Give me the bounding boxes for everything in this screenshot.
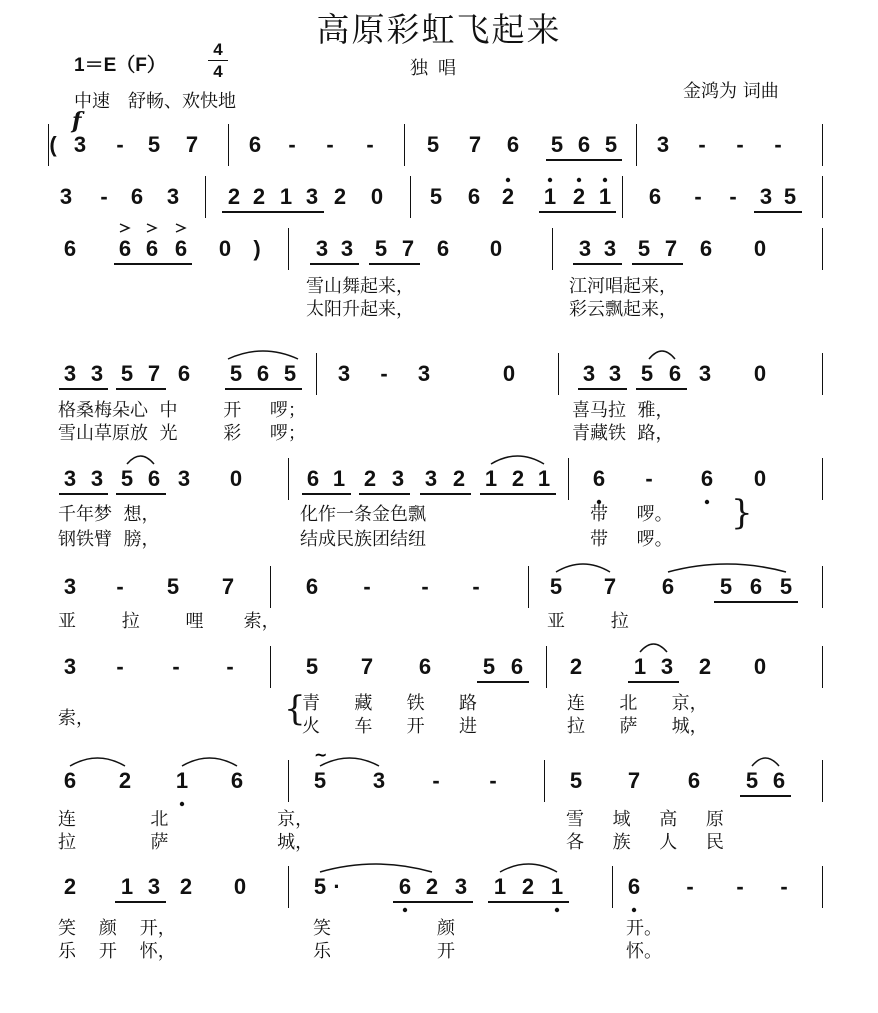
slur bbox=[649, 351, 675, 359]
note: - bbox=[100, 184, 108, 209]
lyric-line: 颜 bbox=[437, 918, 455, 939]
note: 5 bbox=[549, 574, 563, 599]
note: 3 bbox=[454, 874, 468, 899]
note: 3 bbox=[315, 236, 329, 261]
note: 3 bbox=[656, 132, 670, 157]
note: 3 bbox=[340, 236, 354, 261]
note: 6 bbox=[772, 768, 786, 793]
note: 3 bbox=[63, 466, 77, 491]
slur bbox=[500, 864, 557, 872]
note: 3 bbox=[73, 132, 87, 157]
note: - bbox=[686, 874, 694, 899]
lyric-line: 江河唱起来， bbox=[569, 276, 677, 297]
note: 3 bbox=[578, 236, 592, 261]
note: 2 bbox=[179, 874, 193, 899]
note: 2 bbox=[425, 874, 439, 899]
note: 7 bbox=[185, 132, 199, 157]
lyric-line: 连 北 京， bbox=[567, 693, 708, 714]
note: 2 bbox=[698, 654, 712, 679]
note: 5 bbox=[569, 768, 583, 793]
note: 6 bbox=[506, 132, 520, 157]
note: 5 bbox=[482, 654, 496, 679]
lyric-line: 怀。 bbox=[626, 941, 662, 962]
note: · bbox=[333, 874, 341, 899]
lyric-line: 带 啰。 bbox=[590, 529, 673, 550]
slur bbox=[668, 564, 786, 572]
note: - bbox=[694, 184, 702, 209]
note: 0 bbox=[218, 236, 232, 261]
note: 3 bbox=[59, 184, 73, 209]
octave-high-dot bbox=[548, 178, 552, 182]
note: 6 bbox=[147, 466, 161, 491]
lyric-line: 化作一条金色飘 bbox=[300, 504, 426, 525]
time-numerator: 4 bbox=[213, 40, 223, 59]
song-title: 高原彩虹飞起来 bbox=[316, 10, 562, 49]
lyric-line: 雪山舞起来， bbox=[306, 276, 414, 297]
note: 2 bbox=[333, 184, 347, 209]
note: 2 bbox=[452, 466, 466, 491]
slur bbox=[70, 758, 125, 766]
note: 5 bbox=[640, 361, 654, 386]
lyric-line: 火 车 开 进 bbox=[302, 716, 477, 737]
note: 6 bbox=[436, 236, 450, 261]
lyric-line: 拉 萨 城， bbox=[58, 832, 314, 853]
staff-marks bbox=[0, 124, 878, 184]
note: 1 bbox=[332, 466, 346, 491]
note: 3 bbox=[305, 184, 319, 209]
performance-mode: 独唱 bbox=[410, 58, 466, 79]
note: - bbox=[366, 132, 374, 157]
note: 3 bbox=[63, 361, 77, 386]
note: 2 bbox=[252, 184, 266, 209]
note: 3 bbox=[90, 361, 104, 386]
note: 3 bbox=[147, 874, 161, 899]
note: 1 bbox=[279, 184, 293, 209]
note: 6 bbox=[648, 184, 662, 209]
note: 7 bbox=[468, 132, 482, 157]
slur bbox=[127, 456, 154, 464]
lyric-line: 彩云飘起来， bbox=[569, 299, 677, 320]
note: 7 bbox=[401, 236, 415, 261]
note: 6 bbox=[63, 768, 77, 793]
note: 0 bbox=[229, 466, 243, 491]
note: 6 bbox=[700, 466, 714, 491]
note: 6 bbox=[398, 874, 412, 899]
note: 6 bbox=[687, 768, 701, 793]
note: 2 bbox=[63, 874, 77, 899]
staff-marks bbox=[0, 176, 878, 236]
note: 2 bbox=[227, 184, 241, 209]
note: 6 bbox=[63, 236, 77, 261]
octave-high-dot bbox=[577, 178, 581, 182]
octave-high-dot bbox=[506, 178, 510, 182]
note: - bbox=[226, 654, 234, 679]
note: 5 bbox=[429, 184, 443, 209]
note: 3 bbox=[337, 361, 351, 386]
lyric-line: 雪 域 高 原 bbox=[566, 809, 724, 830]
lyric-line: 开 bbox=[437, 941, 455, 962]
note: 2 bbox=[569, 654, 583, 679]
note: 5 bbox=[604, 132, 618, 157]
note: 3 bbox=[90, 466, 104, 491]
note: 5 bbox=[229, 361, 243, 386]
note: 3 bbox=[63, 574, 77, 599]
lyric-line: { bbox=[284, 689, 306, 729]
note: 1 bbox=[484, 466, 498, 491]
slur bbox=[228, 351, 298, 359]
note: - bbox=[288, 132, 296, 157]
note: - bbox=[774, 132, 782, 157]
note: 6 bbox=[418, 654, 432, 679]
note: 7 bbox=[627, 768, 641, 793]
note: 5 bbox=[147, 132, 161, 157]
note: 1 bbox=[598, 184, 612, 209]
note: 2 bbox=[511, 466, 525, 491]
note: 0 bbox=[489, 236, 503, 261]
note: 0 bbox=[233, 874, 247, 899]
note: 5 bbox=[637, 236, 651, 261]
note: 1 bbox=[493, 874, 507, 899]
note: 5 bbox=[313, 874, 327, 899]
lyric-line: 钢铁臂 膀， bbox=[58, 529, 160, 550]
note: 5 bbox=[550, 132, 564, 157]
note: 6 bbox=[699, 236, 713, 261]
lyric-line: 索， bbox=[58, 708, 94, 729]
note: 5 bbox=[313, 768, 327, 793]
note: 1 bbox=[543, 184, 557, 209]
note: 1 bbox=[550, 874, 564, 899]
note: 3 bbox=[759, 184, 773, 209]
slur bbox=[752, 758, 779, 766]
note: 6 bbox=[118, 236, 132, 261]
note: 6 bbox=[305, 574, 319, 599]
note: - bbox=[736, 874, 744, 899]
note: - bbox=[472, 574, 480, 599]
note: 3 bbox=[177, 466, 191, 491]
slur bbox=[640, 644, 667, 652]
lyric-line: 太阳升起来， bbox=[306, 299, 414, 320]
staff-row bbox=[0, 124, 878, 184]
note: 7 bbox=[360, 654, 374, 679]
note: 2 bbox=[521, 874, 535, 899]
lyric-line: 千年梦 想， bbox=[58, 504, 160, 525]
note: 2 bbox=[572, 184, 586, 209]
lyric-line: } bbox=[731, 493, 753, 533]
note: 6 bbox=[661, 574, 675, 599]
note: 3 bbox=[698, 361, 712, 386]
note: 7 bbox=[221, 574, 235, 599]
note: 6 bbox=[230, 768, 244, 793]
time-signature bbox=[206, 40, 230, 81]
staff-row bbox=[0, 176, 878, 236]
slur bbox=[320, 758, 379, 766]
note: - bbox=[116, 574, 124, 599]
note: 2 bbox=[118, 768, 132, 793]
note: 7 bbox=[603, 574, 617, 599]
note: 7 bbox=[664, 236, 678, 261]
note: 6 bbox=[467, 184, 481, 209]
note: - bbox=[326, 132, 334, 157]
slur bbox=[182, 758, 237, 766]
note: 3 bbox=[582, 361, 596, 386]
note: - bbox=[363, 574, 371, 599]
note: 3 bbox=[660, 654, 674, 679]
time-denominator: 4 bbox=[213, 62, 223, 81]
mordent-ornament: ~ bbox=[314, 745, 328, 764]
lyric-line: 青 藏 铁 路 bbox=[302, 693, 477, 714]
lyric-line: 格桑梅朵心 中 开 啰； bbox=[58, 400, 306, 421]
octave-low-dot bbox=[403, 908, 407, 912]
note: 3 bbox=[417, 361, 431, 386]
octave-high-dot bbox=[603, 178, 607, 182]
note: 5 bbox=[783, 184, 797, 209]
lyric-line: 开。 bbox=[626, 918, 662, 939]
note: - bbox=[116, 654, 124, 679]
note: - bbox=[729, 184, 737, 209]
note: 3 bbox=[424, 466, 438, 491]
lyric-line: 结成民族团结纽 bbox=[300, 529, 426, 550]
note: 5 bbox=[305, 654, 319, 679]
lyric-line: 青藏铁 路， bbox=[572, 423, 674, 444]
note: 5 bbox=[719, 574, 733, 599]
note: 5 bbox=[120, 466, 134, 491]
note: 6 bbox=[306, 466, 320, 491]
note: 2 bbox=[363, 466, 377, 491]
staff-marks bbox=[0, 228, 878, 288]
note: - bbox=[380, 361, 388, 386]
note: 3 bbox=[63, 654, 77, 679]
tempo-marking: 中速 舒畅、欢快地 bbox=[74, 91, 236, 112]
note: - bbox=[432, 768, 440, 793]
note: 6 bbox=[174, 236, 188, 261]
lyric-line: 喜马拉 雅， bbox=[572, 400, 674, 421]
note: - bbox=[780, 874, 788, 899]
note: 3 bbox=[166, 184, 180, 209]
note: 6 bbox=[627, 874, 641, 899]
note: 6 bbox=[577, 132, 591, 157]
lyric-line: 亚 拉 bbox=[547, 611, 629, 632]
note: 6 bbox=[668, 361, 682, 386]
lyric-line: 笑 bbox=[313, 918, 331, 939]
octave-low-dot bbox=[555, 908, 559, 912]
note: 6 bbox=[510, 654, 524, 679]
staff-row bbox=[0, 228, 878, 288]
key-signature: 1＝E（F） bbox=[74, 55, 166, 76]
note: 5 bbox=[745, 768, 759, 793]
note: 1 bbox=[120, 874, 134, 899]
lyric-line: 乐 开 怀， bbox=[58, 941, 176, 962]
time-fraction-bar bbox=[208, 60, 228, 61]
note: 3 bbox=[372, 768, 386, 793]
octave-low-dot bbox=[632, 908, 636, 912]
note: 2 bbox=[501, 184, 515, 209]
note: 6 bbox=[248, 132, 262, 157]
note: 0 bbox=[502, 361, 516, 386]
note: - bbox=[698, 132, 706, 157]
note: 1 bbox=[175, 768, 189, 793]
note: - bbox=[645, 466, 653, 491]
lyric-line: 雪山草原放 光 彩 啰； bbox=[58, 423, 306, 444]
lyric-line: 连 北 京， bbox=[58, 809, 314, 830]
note: 3 bbox=[608, 361, 622, 386]
lyric-line: 亚 拉 哩 索， bbox=[58, 611, 280, 632]
note: 6 bbox=[177, 361, 191, 386]
note: 5 bbox=[779, 574, 793, 599]
note: 1 bbox=[537, 466, 551, 491]
note: ) bbox=[253, 236, 261, 261]
note: 0 bbox=[370, 184, 384, 209]
note: - bbox=[172, 654, 180, 679]
note: 5 bbox=[374, 236, 388, 261]
note: 5 bbox=[283, 361, 297, 386]
lyric-line: 带 啰。 bbox=[590, 504, 673, 525]
note: 6 bbox=[145, 236, 159, 261]
lyric-line: 乐 bbox=[313, 941, 331, 962]
slur bbox=[491, 456, 544, 464]
note: ( bbox=[49, 132, 57, 157]
slur bbox=[556, 564, 610, 572]
credits: 金鸿为 词曲 bbox=[683, 81, 779, 102]
note: 6 bbox=[130, 184, 144, 209]
lyric-line: 拉 萨 城， bbox=[567, 716, 708, 737]
note: - bbox=[736, 132, 744, 157]
note: 6 bbox=[749, 574, 763, 599]
note: - bbox=[421, 574, 429, 599]
note: 0 bbox=[753, 236, 767, 261]
note: 7 bbox=[147, 361, 161, 386]
note: 5 bbox=[120, 361, 134, 386]
octave-low-dot bbox=[705, 500, 709, 504]
note: - bbox=[116, 132, 124, 157]
note: 6 bbox=[592, 466, 606, 491]
note: 0 bbox=[753, 654, 767, 679]
note: 3 bbox=[391, 466, 405, 491]
lyric-line: 各 族 人 民 bbox=[566, 832, 724, 853]
dynamic-marking: f bbox=[72, 108, 82, 134]
note: 1 bbox=[633, 654, 647, 679]
lyric-line: 笑 颜 开， bbox=[58, 918, 176, 939]
note: 5 bbox=[166, 574, 180, 599]
note: 6 bbox=[256, 361, 270, 386]
note: 0 bbox=[753, 361, 767, 386]
note: 5 bbox=[426, 132, 440, 157]
note: - bbox=[489, 768, 497, 793]
note: 0 bbox=[753, 466, 767, 491]
slur bbox=[320, 864, 432, 872]
note: 3 bbox=[603, 236, 617, 261]
